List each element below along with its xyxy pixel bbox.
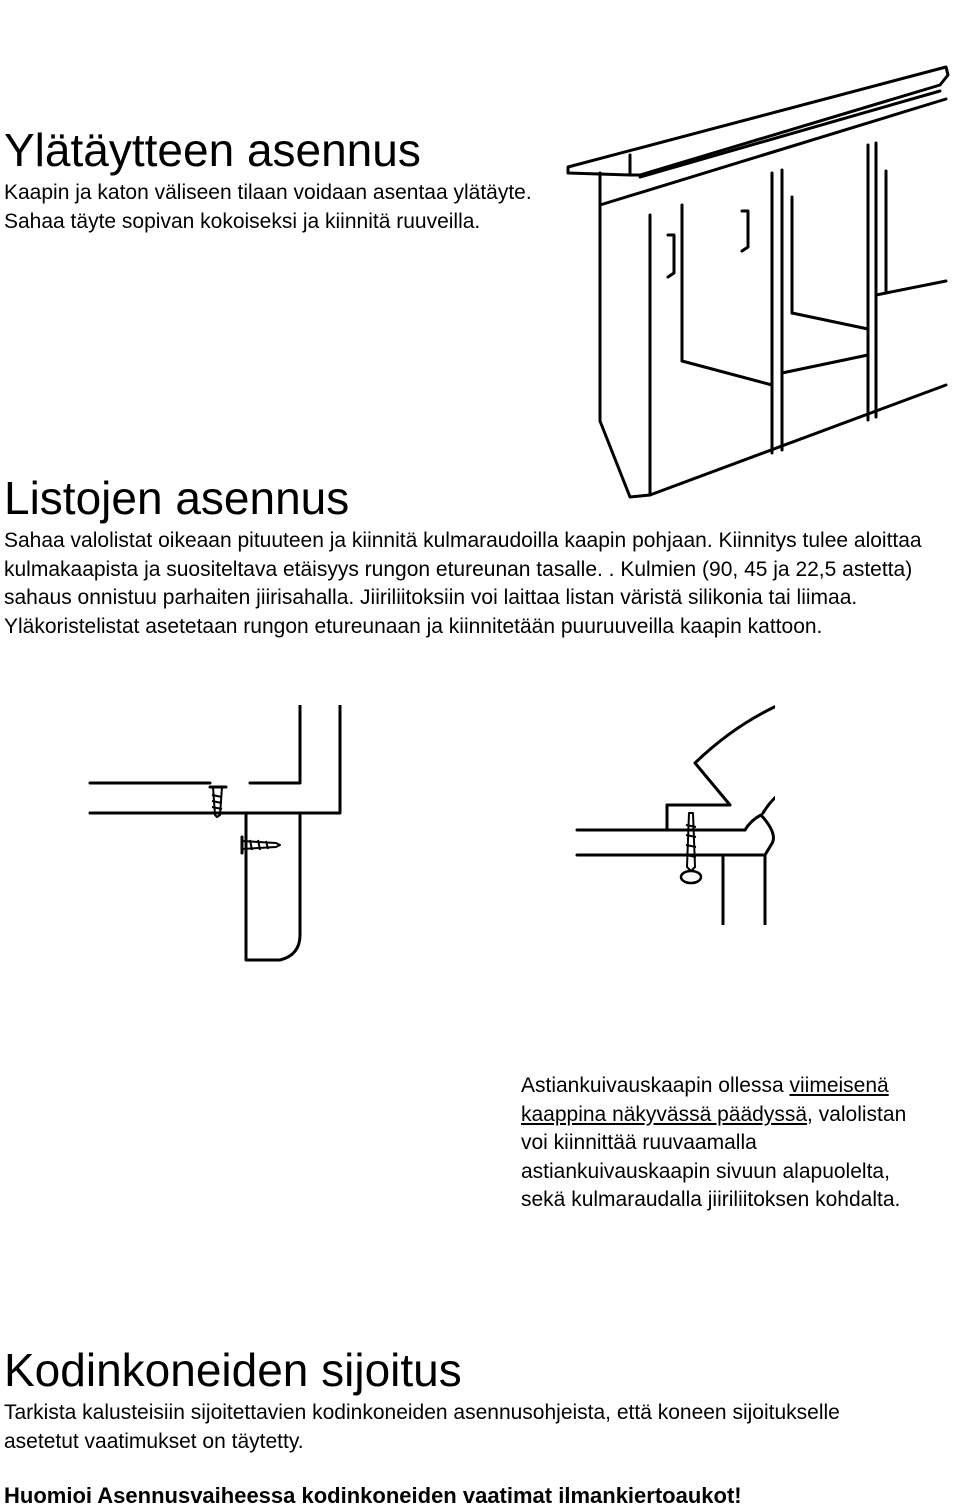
crown-molding-screw-detail xyxy=(575,685,775,925)
light-strip-screw-detail xyxy=(80,705,380,965)
section-title-top-fill: Ylätäytteen asennus xyxy=(4,124,421,176)
cabinet-row-illustration xyxy=(560,55,960,505)
section-title-strips: Listojen asennus xyxy=(4,472,350,524)
dishwasher-cabinet-note xyxy=(521,1072,931,1215)
appliances-text: Tarkista kalusteisiin sijoitettavien kodinkoneiden asennusohjeista, että koneen sijoitukselle asetetut vaatimukset on täytetty. xyxy=(4,1401,840,1453)
note-text-underlined: viimeisenä kaappina näkyvässä päädyssä xyxy=(521,1074,889,1126)
top-fill-text: Kaapin ja katon väliseen tilaan voidaan asentaa ylätäyte. Sahaa täyte sopivan kokoiseksi ja kiinnitä ruuveilla. xyxy=(4,181,532,233)
section-title-appliances: Kodinkoneiden sijoitus xyxy=(4,1344,462,1396)
air-vent-warning: Huomioi Asennusvaiheessa kodinkoneiden vaatimat ilmankiertoaukot! xyxy=(4,1483,742,1508)
note-text-start: Astiankuivauskaapin ollessa xyxy=(521,1074,790,1097)
strips-text: Sahaa valolistat oikeaan pituuteen ja kiinnitä kulmaraudoilla kaapin pohjaan. Kiinnitys tulee aloittaa kulmakaapista ja suositeltava etäisyys rungon etureunan tasalle. . Kulmien (90, 45 ja 22,5 astetta) sahaus onnistuu parhaiten jiirisahalla. Jiiriliitoksiin voi laittaa listan väristä silikonia tai liimaa. Yläkoristelistat asetetaan rungon etureunaan ja kiinnitetään puuruuveilla kaapin kattoon. xyxy=(4,529,922,638)
note-text-end: , valolistan voi kiinnittää ruuvaamalla astiankuivauskaapin sivuun alapuolelta, sekä kulmaraudalla jiiriliitoksen kohdalta. xyxy=(521,1102,907,1211)
